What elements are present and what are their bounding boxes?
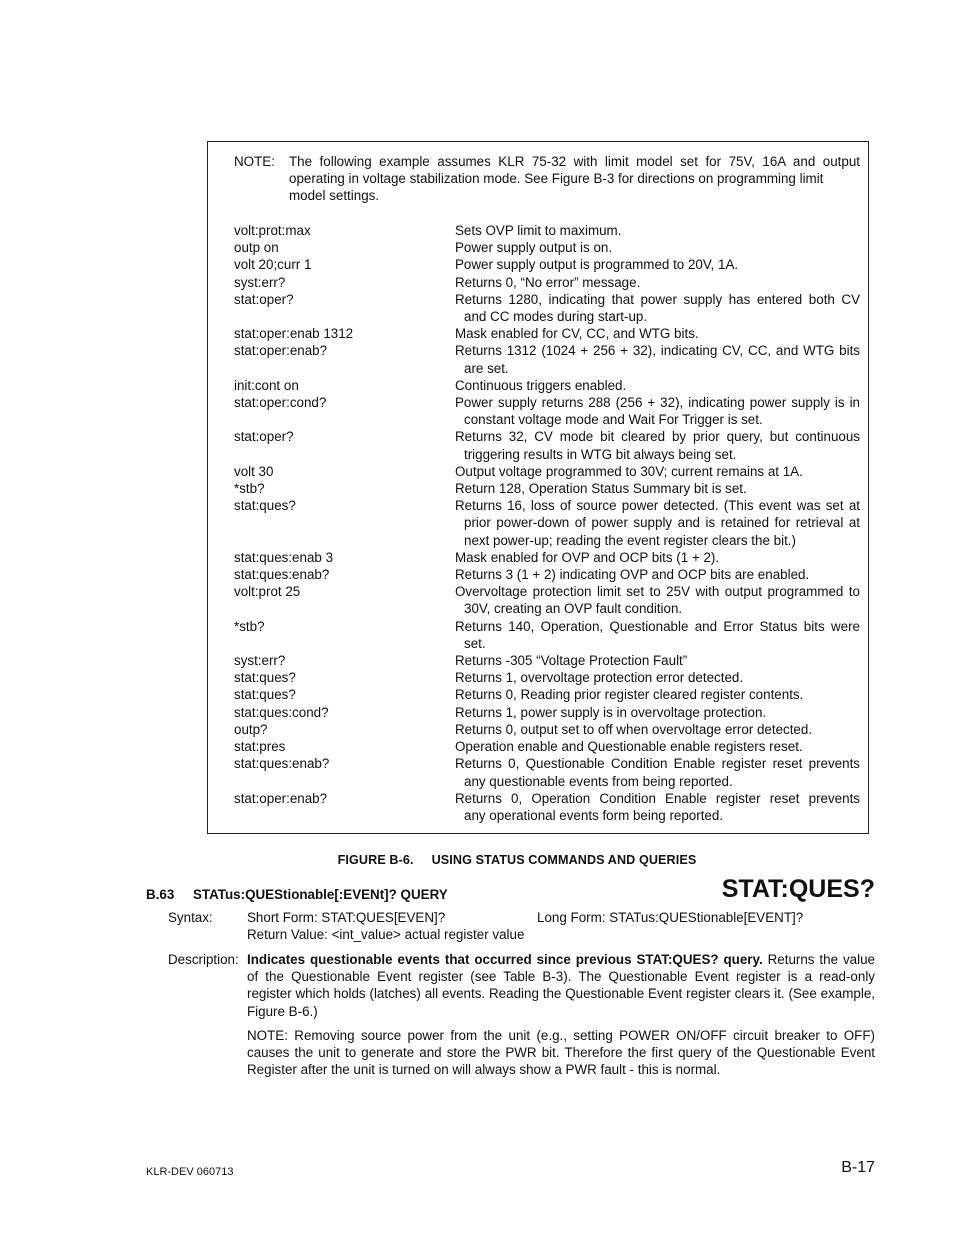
- command-row: [234, 669, 860, 686]
- description-line: Continuous triggers enabled.: [455, 377, 627, 393]
- description-continuation: prior power-down of power supply and is retained for retrieval at next power-up; reading the event register clears the bit.): [464, 515, 860, 548]
- command-text: *stb?: [234, 618, 265, 634]
- command-text: stat:ques:enab?: [234, 567, 330, 583]
- section-heading: [146, 886, 448, 903]
- command-row: [234, 463, 860, 480]
- description-line: Returns 0, output set to off when overvoltage error detected.: [455, 721, 813, 737]
- command-text: stat:ques?: [234, 687, 296, 703]
- command-row: [234, 239, 860, 256]
- note-label: NOTE:: [234, 154, 275, 169]
- command-text: syst:err?: [234, 274, 286, 290]
- description-line: Overvoltage protection limit set to 25V with output programmed to: [455, 584, 860, 600]
- description-continuation: are set.: [464, 360, 509, 376]
- figure-caption: [0, 852, 954, 869]
- command-row: [234, 755, 860, 789]
- command-row: [234, 256, 860, 273]
- description-continuation: constant voltage mode and Wait For Trigger is set.: [464, 412, 763, 428]
- description-line: Returns 0, Operation Condition Enable register reset prevents: [455, 790, 860, 806]
- command-row: [234, 738, 860, 755]
- command-row: [234, 342, 860, 376]
- note-line-rest: operating in voltage stabilization mode. See Figure B-3 for directions on programming limit model settings.: [289, 171, 824, 204]
- command-text: outp?: [234, 721, 268, 737]
- description-line: Power supply output is on.: [455, 240, 613, 256]
- description-line: Returns 1280, indicating that power supply has entered both CV: [455, 291, 860, 307]
- command-row: [234, 497, 860, 549]
- command-description: [455, 222, 860, 239]
- command-text: init:cont on: [234, 377, 299, 393]
- command-text: stat:ques?: [234, 670, 296, 686]
- command-text: volt:prot:max: [234, 223, 311, 238]
- description-line: Returns 1312 (1024 + 256 + 32), indicating CV, CC, and WTG bits: [455, 343, 860, 359]
- command-description: [455, 394, 860, 428]
- description-line: Return 128, Operation Status Summary bit is set.: [455, 481, 747, 497]
- command-text: stat:ques:cond?: [234, 704, 329, 720]
- command-text: syst:err?: [234, 653, 286, 669]
- command-row: [234, 618, 860, 652]
- command-row: [234, 721, 860, 738]
- command-row: [234, 566, 860, 583]
- section-title: STATus:QUEStionable[:EVENt]? QUERY: [193, 887, 448, 902]
- command-description: [455, 274, 860, 291]
- description-continuation: 30V, creating an OVP fault condition.: [464, 601, 683, 617]
- description-line: Returns 3 (1 + 2) indicating OVP and OCP bits are enabled.: [455, 567, 810, 583]
- description-line: Output voltage programmed to 30V; current remains at 1A.: [455, 463, 803, 479]
- description-body: [247, 951, 875, 1020]
- syntax-return-value: Return Value: <int_value> actual register value: [247, 927, 525, 942]
- description-line: Returns -305 “Voltage Protection Fault”: [455, 653, 688, 669]
- syntax-label: Syntax:: [168, 910, 213, 925]
- description-label: Description:: [168, 952, 239, 967]
- command-description: [455, 342, 860, 376]
- description-line: Operation enable and Questionable enable registers reset.: [455, 739, 803, 755]
- command-description: [455, 377, 860, 394]
- command-row: [234, 790, 860, 824]
- command-row: [234, 274, 860, 291]
- command-row: [234, 325, 860, 342]
- command-text: stat:oper:enab?: [234, 790, 328, 806]
- command-list: [234, 222, 860, 824]
- description-line: Power supply output is programmed to 20V, 1A.: [455, 257, 739, 273]
- description-line: Returns 140, Operation, Questionable and Error Status bits were: [455, 618, 860, 634]
- figure-number: FIGURE B-6.: [337, 853, 414, 867]
- note-text: [289, 153, 860, 205]
- figure-title: USING STATUS COMMANDS AND QUERIES: [431, 853, 697, 867]
- command-row: [234, 222, 860, 239]
- footer-doc-id: KLR-DEV 060713: [146, 1166, 234, 1178]
- description-line: Returns 1, overvoltage protection error detected.: [455, 670, 744, 686]
- command-text: stat:oper?: [234, 429, 294, 445]
- command-description: [455, 704, 860, 721]
- description-text: Returns the value of the Questionable Event register (see Table B-3). The Questionable Event register is a read-only register which holds (latches) all events. Reading the Questionable Event register clears it. (See example, Figure B-6.): [247, 952, 875, 1019]
- command-description: [455, 291, 860, 325]
- command-text: volt 20;curr 1: [234, 257, 312, 273]
- command-text: stat:pres: [234, 739, 286, 755]
- command-mnemonic: STAT:QUES?: [721, 875, 875, 903]
- description-line: Returns 0, “No error” message.: [455, 274, 641, 290]
- description-line: Mask enabled for OVP and OCP bits (1 + 2).: [455, 549, 720, 565]
- description-continuation: set.: [464, 635, 486, 651]
- example-box: [207, 141, 869, 834]
- command-description: [455, 256, 860, 273]
- command-description: [455, 480, 860, 497]
- command-description: [455, 652, 860, 669]
- command-description: [455, 618, 860, 652]
- description-line: Returns 32, CV mode bit cleared by prior query, but continuous: [455, 429, 860, 445]
- description-bold: Indicates questionable events that occurred since previous STAT:QUES? query.: [247, 952, 763, 967]
- command-description: [455, 566, 860, 583]
- command-description: [455, 669, 860, 686]
- command-row: [234, 291, 860, 325]
- command-row: [234, 428, 860, 462]
- command-row: [234, 686, 860, 703]
- command-text: stat:ques?: [234, 498, 296, 514]
- command-description: [455, 428, 860, 462]
- description-line: Sets OVP limit to maximum.: [455, 223, 622, 238]
- description-continuation: and CC modes during start-up.: [464, 309, 648, 325]
- description-line: Power supply returns 288 (256 + 32), indicating power supply is in: [455, 395, 860, 411]
- command-description: [455, 686, 860, 703]
- command-text: volt 30: [234, 463, 274, 479]
- command-description: [455, 790, 860, 824]
- command-row: [234, 480, 860, 497]
- command-description: [455, 738, 860, 755]
- description-continuation: any questionable events from being reported.: [464, 773, 733, 789]
- command-row: [234, 652, 860, 669]
- description-line: Returns 0, Questionable Condition Enable register reset prevents: [455, 756, 860, 772]
- description-note: NOTE: Removing source power from the unit (e.g., setting POWER ON/OFF circuit breaker to OFF) causes the unit to generate and store the PWR bit. Therefore the first query of the Questionable Event Register after the unit is turned on will always show a PWR fault - this is normal.: [247, 1028, 875, 1078]
- command-row: [234, 394, 860, 428]
- syntax-long-form: Long Form: STATus:QUEStionable[EVENT]?: [537, 910, 804, 925]
- page-number: B-17: [841, 1159, 875, 1176]
- command-text: outp on: [234, 240, 279, 256]
- command-text: volt:prot 25: [234, 584, 301, 600]
- command-text: stat:ques:enab 3: [234, 549, 334, 565]
- command-text: *stb?: [234, 481, 265, 497]
- description-line: Mask enabled for CV, CC, and WTG bits.: [455, 326, 699, 342]
- description-continuation: triggering results in WTG bit always being set.: [464, 446, 737, 462]
- command-text: stat:oper:enab?: [234, 343, 328, 359]
- description-line: Returns 0, Reading prior register cleared register contents.: [455, 687, 804, 703]
- command-text: stat:oper?: [234, 291, 294, 307]
- command-description: [455, 325, 860, 342]
- section-number: B.63: [146, 887, 175, 902]
- command-description: [455, 549, 860, 566]
- command-description: [455, 721, 860, 738]
- command-text: stat:ques:enab?: [234, 756, 330, 772]
- command-row: [234, 549, 860, 566]
- description-line: Returns 16, loss of source power detected. (This event was set at: [455, 498, 860, 514]
- command-description: [455, 497, 860, 549]
- command-row: [234, 704, 860, 721]
- description-line: Returns 1, power supply is in overvoltage protection.: [455, 704, 767, 720]
- command-description: [455, 463, 860, 480]
- command-row: [234, 583, 860, 617]
- command-text: stat:oper:enab 1312: [234, 326, 354, 342]
- note-line-1: The following example assumes KLR 75-32 with limit model set for 75V, 16A and output: [289, 154, 860, 169]
- command-description: [455, 583, 860, 617]
- command-text: stat:oper:cond?: [234, 395, 327, 411]
- syntax-short-form: Short Form: STAT:QUES[EVEN]?: [247, 910, 446, 925]
- description-continuation: any operational events form being reported.: [464, 807, 724, 823]
- command-row: [234, 377, 860, 394]
- command-description: [455, 755, 860, 789]
- command-description: [455, 239, 860, 256]
